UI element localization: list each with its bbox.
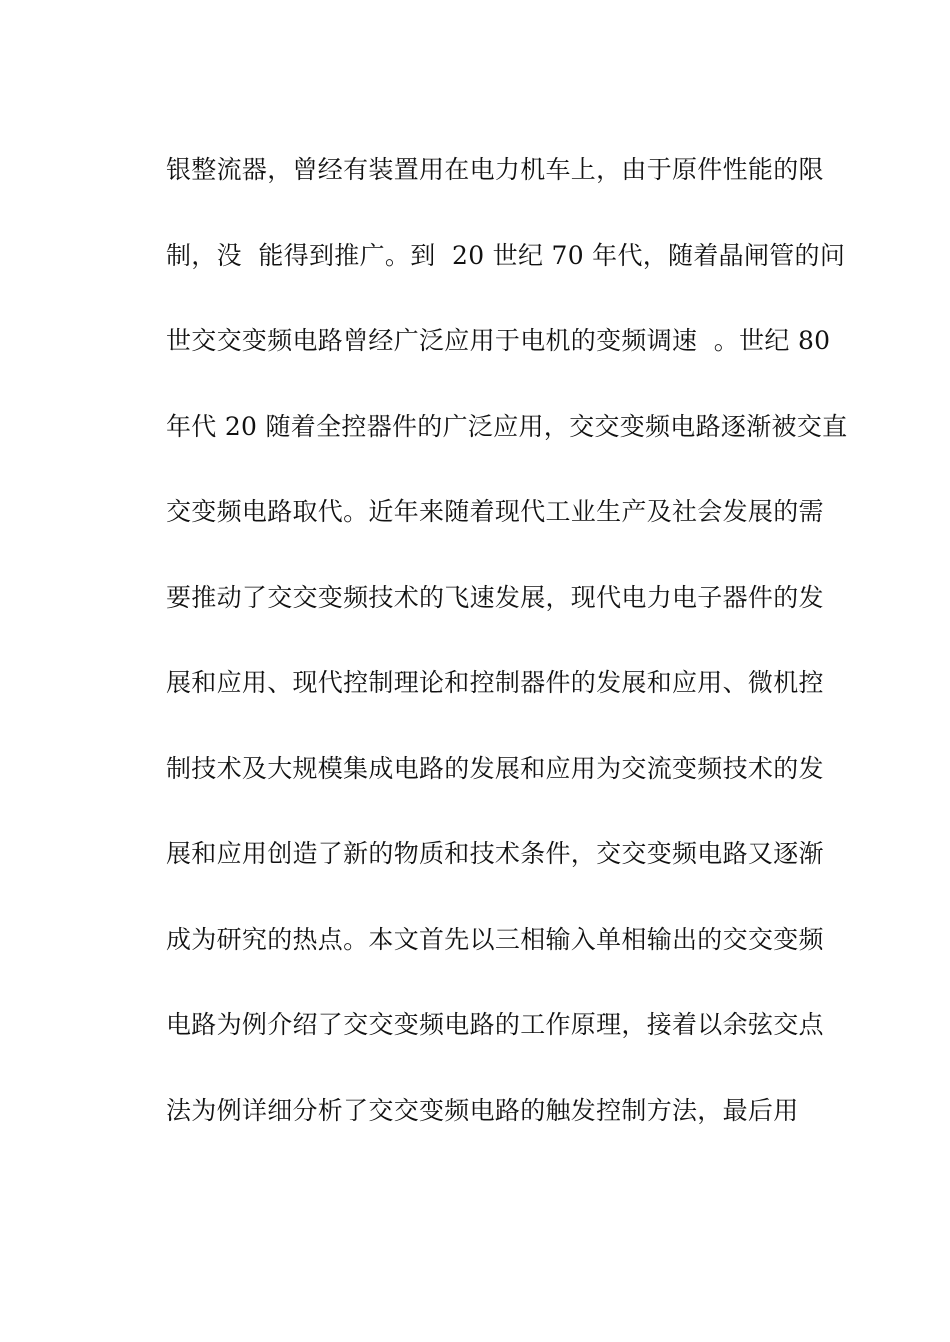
text-line: 电路为例介绍了交交变频电路的工作原理，接着以余弦交点: [166, 1010, 824, 1039]
text-line: 要推动了交交变频技术的飞速发展，现代电力电子器件的发: [166, 582, 824, 612]
text-line: 法为例详细分析了交交变频电路的触发控制方法，最后用: [166, 1095, 799, 1125]
text-line: 交变频电路取代。近年来随着现代工业生产及社会发展的需: [166, 497, 824, 526]
text-line: 制，没 能得到推广。到 20 世纪 70 年代，随着晶闸管的问: [166, 240, 846, 270]
text-line: 世交交变频电路曾经广泛应用于电机的变频调速 。世纪 80: [166, 326, 831, 355]
text-line: 制技术及大规模集成电路的发展和应用为交流变频技术的发: [166, 753, 824, 783]
text-line: 银整流器，曾经有装置用在电力机车上，由于原件性能的限: [166, 155, 824, 184]
body-paragraph: [166, 148, 848, 1174]
text-line: 年代 20 随着全控器件的广泛应用，交交变频电路逐渐被交直: [166, 411, 848, 441]
text-line: 成为研究的热点。本文首先以三相输入单相输出的交交变频: [166, 924, 824, 954]
text-line: 展和应用创造了新的物质和技术条件，交交变频电路又逐渐: [166, 839, 824, 868]
text-line: 展和应用、现代控制理论和控制器件的发展和应用、微机控: [166, 668, 824, 697]
